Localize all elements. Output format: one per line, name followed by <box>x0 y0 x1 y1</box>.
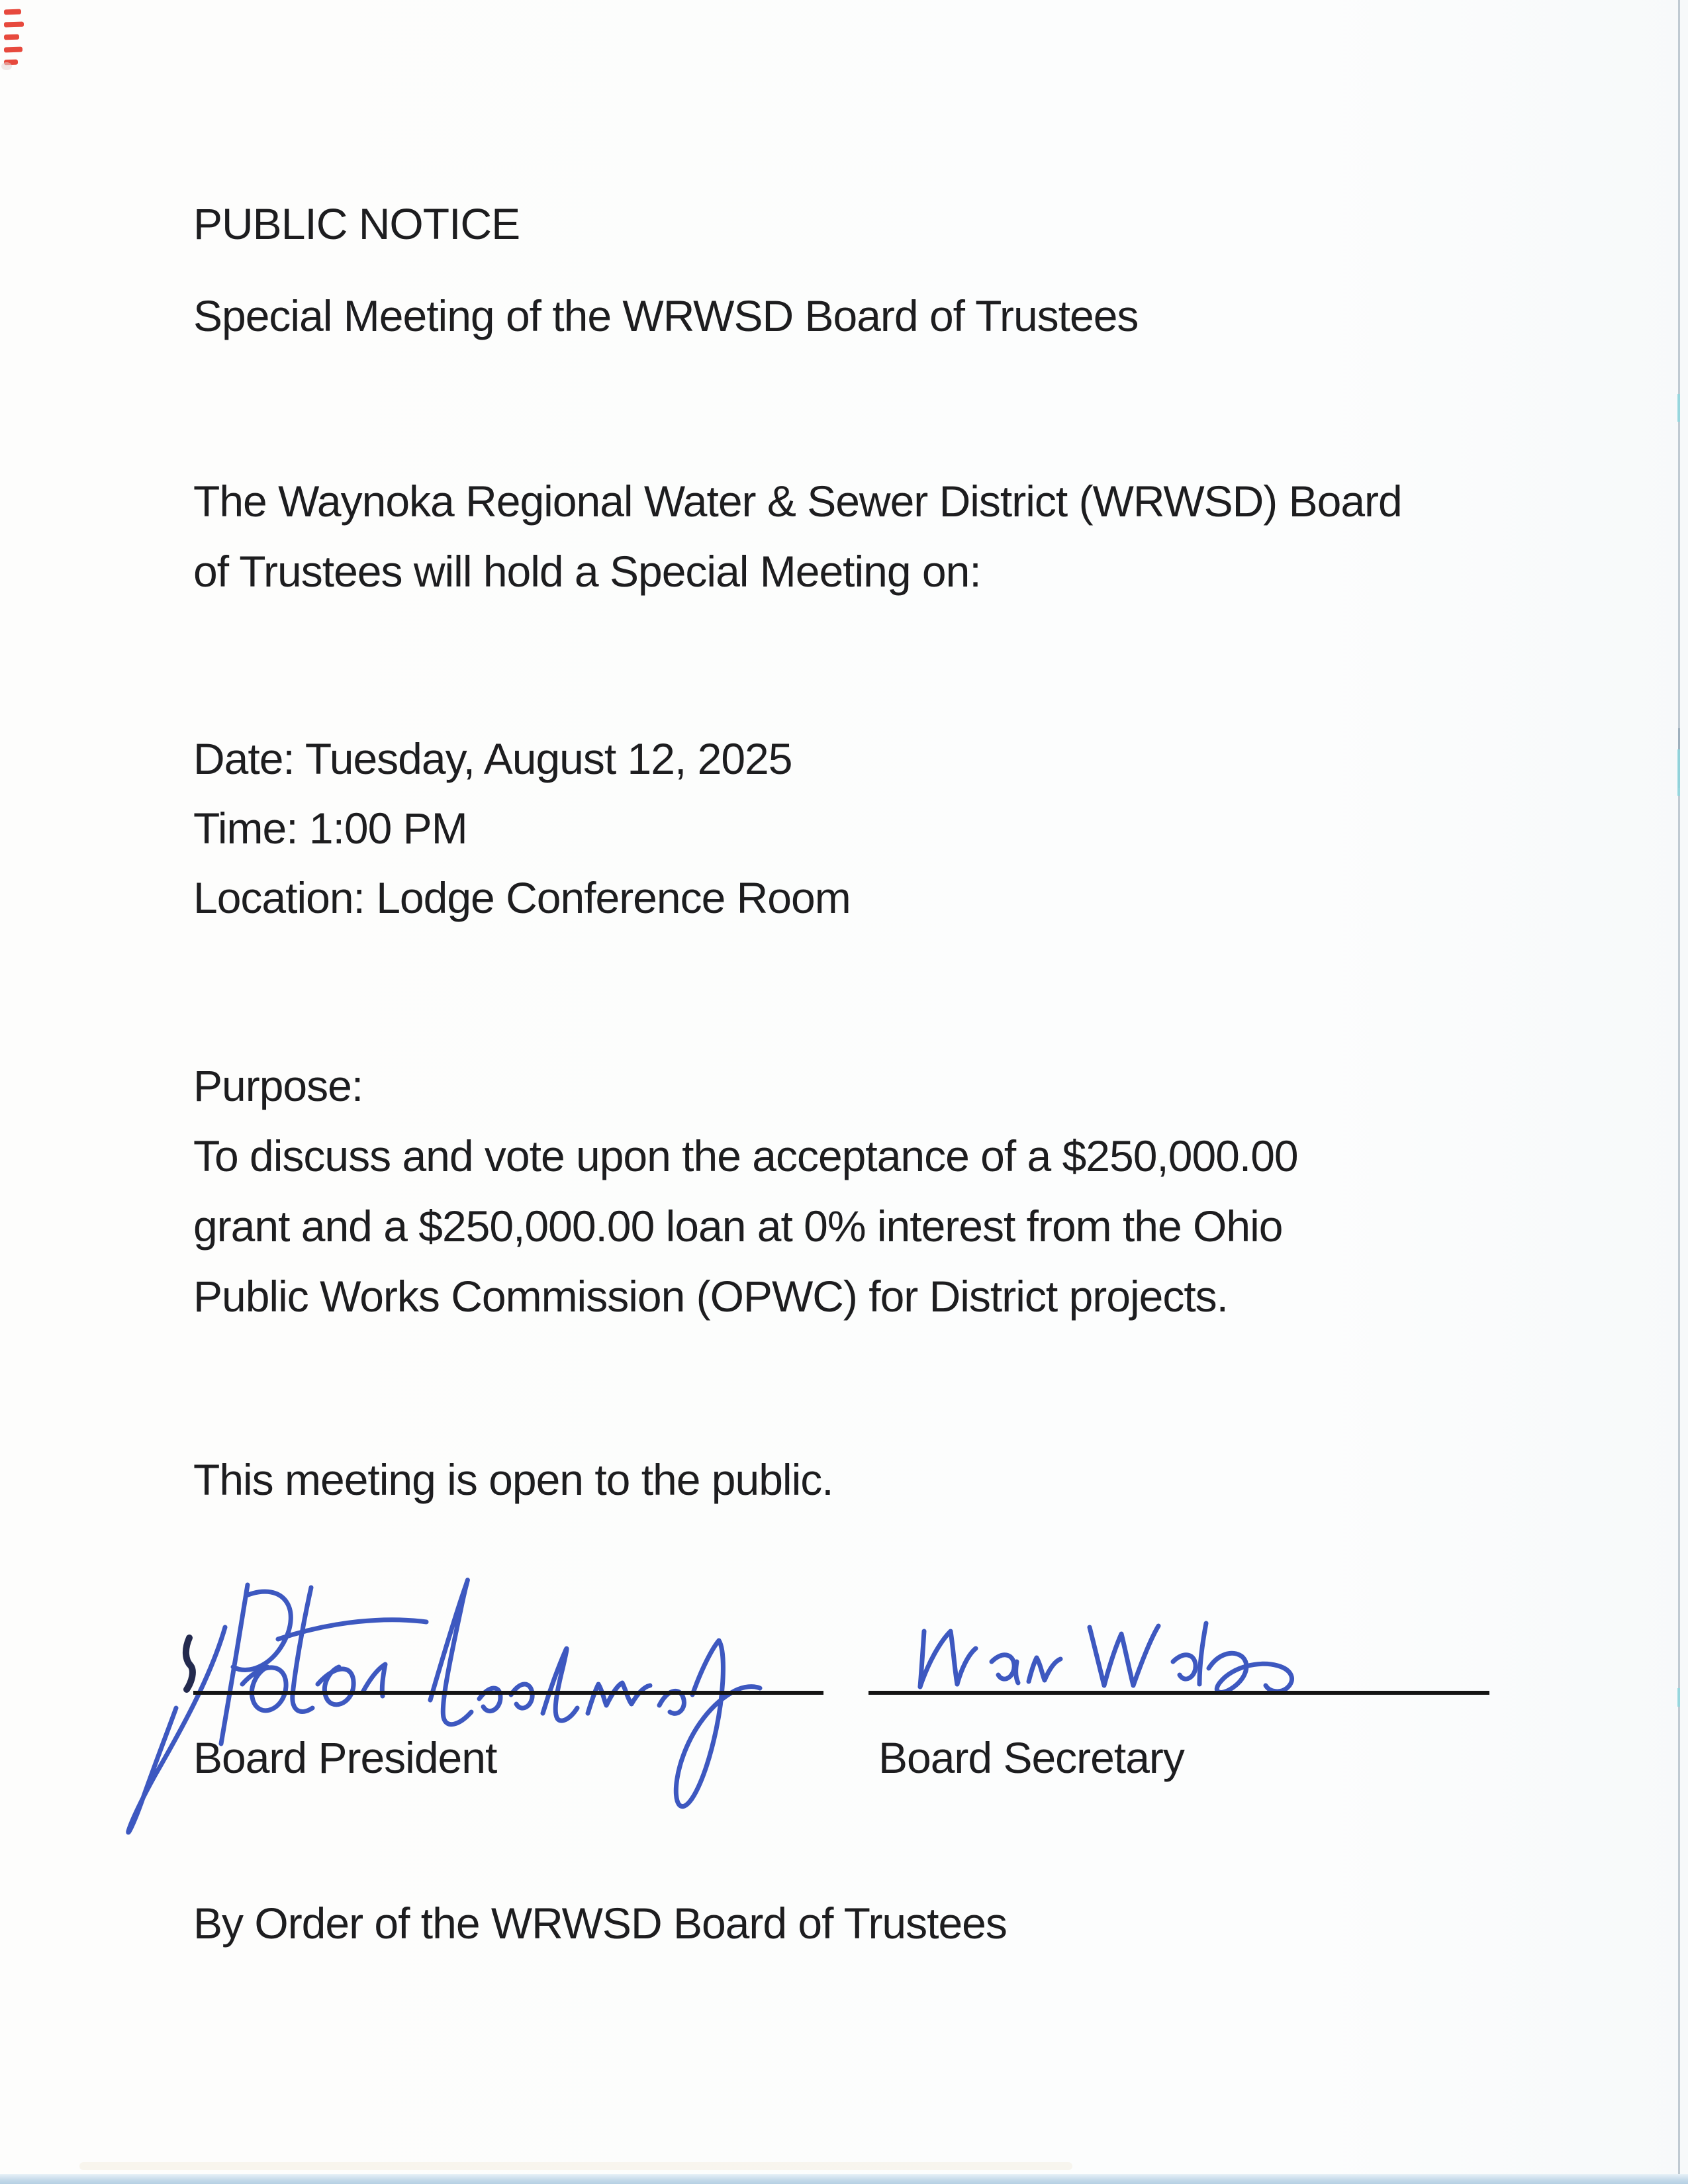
purpose-line: To discuss and vote upon the acceptance of a $250,000.00 <box>193 1131 1298 1180</box>
page-title: PUBLIC NOTICE <box>193 199 520 248</box>
page-subtitle: Special Meeting of the WRWSD Board of Trustees <box>193 291 1139 340</box>
location-line: Location: Lodge Conference Room <box>193 873 851 922</box>
president-signature-line <box>193 1691 823 1695</box>
secretary-label: Board Secretary <box>878 1733 1184 1782</box>
closing-line: By Order of the WRWSD Board of Trustees <box>193 1899 1007 1948</box>
open-to-public-note: This meeting is open to the public. <box>193 1455 833 1504</box>
date-line: Date: Tuesday, August 12, 2025 <box>193 734 792 783</box>
president-label: Board President <box>193 1733 497 1782</box>
intro-line: of Trustees will hold a Special Meeting on: <box>193 547 981 596</box>
purpose-line: grant and a $250,000.00 loan at 0% interest from the Ohio <box>193 1202 1283 1251</box>
secretary-signature-line <box>868 1691 1489 1695</box>
purpose-line: Public Works Commission (OPWC) for District projects. <box>193 1272 1229 1321</box>
purpose-heading: Purpose: <box>193 1061 363 1110</box>
intro-line: The Waynoka Regional Water & Sewer District (WRWSD) Board <box>193 477 1402 526</box>
time-line: Time: 1:00 PM <box>193 804 467 853</box>
